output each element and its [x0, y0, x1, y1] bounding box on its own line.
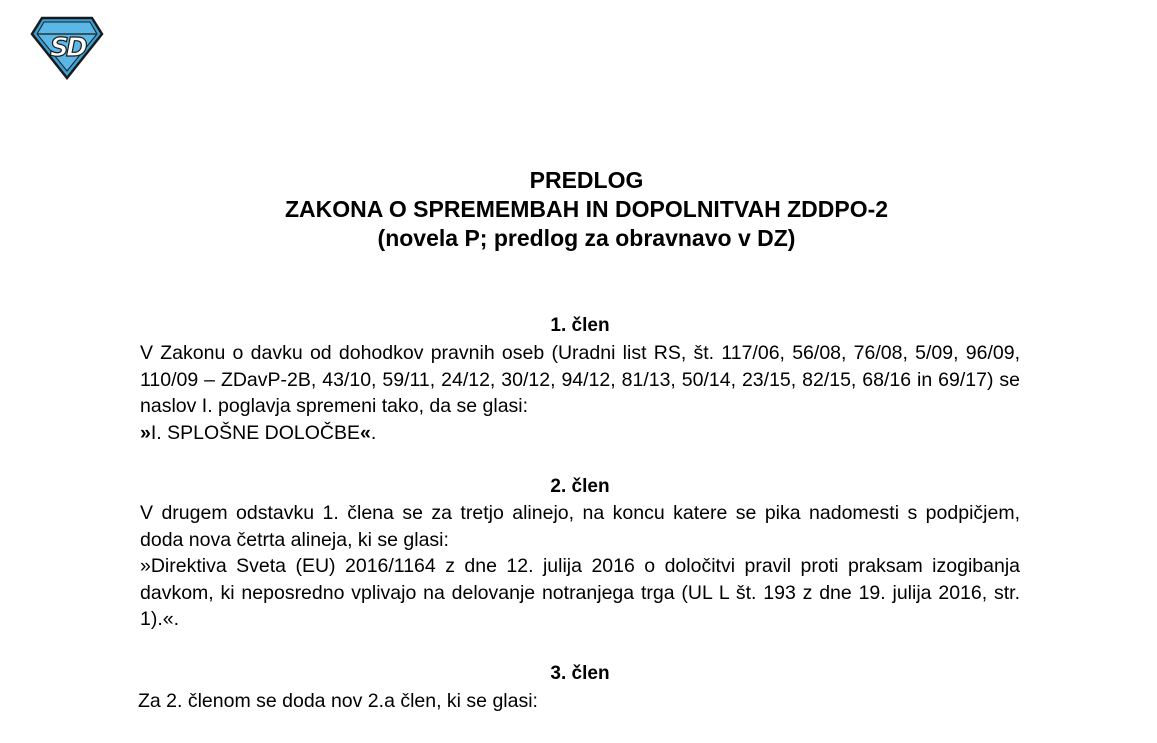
article-1-paragraph: V Zakonu o davku od dohodkov pravnih oseb (Uradni list RS, št. 117/06, 56/08, 76/08, 5/09, 96/09, 110/09 – ZDavP-2B, 43/10, 59/11, 24/12, 30/12, 94/12, 81/13, 50/14, 23/15, 82/15, 68/16 in 69/17) se naslov I. poglavja spremeni tako, da se glasi:	[140, 342, 1020, 417]
article-2-heading: 2. člen	[550, 476, 610, 497]
article-3-body	[138, 688, 1018, 715]
quote-close: «	[360, 421, 371, 444]
quote-tail: .	[370, 421, 377, 444]
quote-open: »	[140, 421, 151, 444]
article-3-paragraph-1: Za 2. členom se doda nov 2.a člen, ki se glasi:	[138, 690, 538, 712]
article-1-heading: 1. člen	[550, 315, 610, 336]
quote-text: I. SPLOŠNE DOLOČBE	[150, 421, 361, 444]
sd-logo	[30, 16, 104, 80]
svg-text:D: D	[66, 33, 88, 63]
article-3-heading: 3. člen	[550, 663, 610, 684]
shield-logo-icon	[30, 16, 104, 80]
article-2-paragraph-1: V drugem odstavku 1. člena se za tretjo alinejo, na koncu katere se pika nadomesti s podpičjem, doda nova četrta alineja, ki se glasi:	[140, 502, 1020, 551]
article-1-quote	[140, 420, 1020, 447]
title-line-1: PREDLOG	[529, 167, 644, 193]
article-1-body	[140, 340, 1020, 446]
title-line-2: ZAKONA O SPREMEMBAH IN DOPOLNITVAH ZDDPO-2	[284, 196, 889, 222]
article-2-paragraph-2: »Direktiva Sveta (EU) 2016/1164 z dne 12. julija 2016 o določitvi pravil proti praksam izogibanja davkom, ki neposredno vplivajo na delovanje notranjega trga (UL L št. 193 z dne 19. julija 2016, str. 1).«.	[140, 555, 1020, 630]
title-line-3: (novela P; predlog za obravnavo v DZ)	[377, 225, 796, 251]
document-title	[0, 166, 1157, 253]
article-2-body	[140, 500, 1020, 633]
svg-text:S: S	[50, 33, 69, 63]
